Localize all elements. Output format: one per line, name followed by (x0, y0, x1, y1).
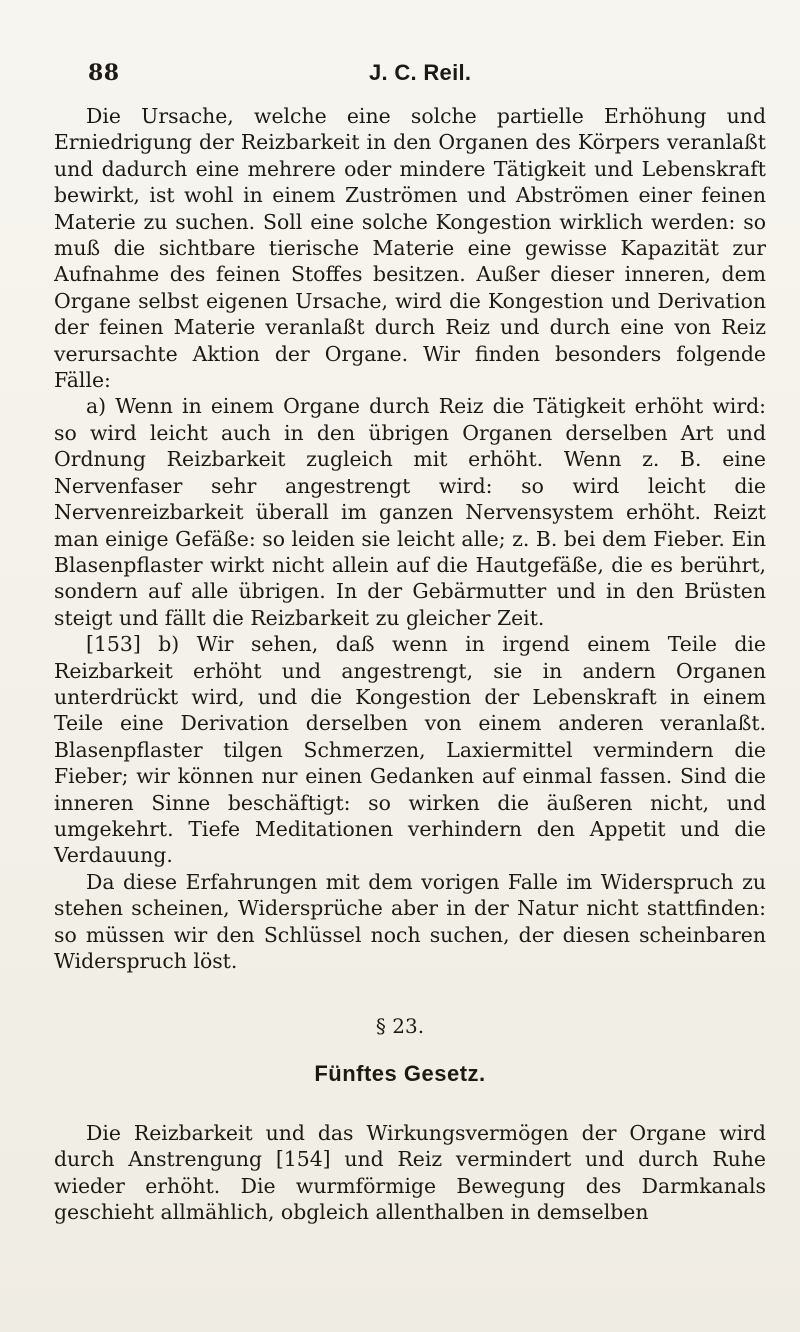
main-text (54, 103, 766, 974)
paragraph-case-b: [153] b) Wir sehen, daß wenn in irgend einem Teile die Reizbarkeit erhöht und angestrengt, sie in andern Organen unterdrückt wird, und die Kongestion der Lebenskraft in einem Teile eine Derivation derselben von einem anderen veranlaßt. Blasenpflaster tilgen Schmerzen, Laxiermittel vermindern die Fieber; wir können nur einen Gedanken auf einmal fassen. Sind die inneren Sinne beschäftigt: so wirken die äußeren nicht, und umgekehrt. Tiefe Meditationen verhindern den Appetit und die Verdauung. (54, 632, 766, 868)
paragraph-section-23: Die Reizbarkeit und das Wirkungsvermögen der Organe wird durch Anstrengung [154] und Reiz vermindert und durch Ruhe wieder erhöht. Die wurmförmige Bewegung des Darmkanals geschieht allmählich, obgleich allenthalben in demselben (54, 1121, 766, 1225)
section-number: § 23. (375, 1014, 425, 1038)
section-title: Fünftes Gesetz. (314, 1061, 486, 1086)
paragraph-contradiction: Da diese Erfahrungen mit dem vorigen Falle im Widerspruch zu stehen scheinen, Widersprüche aber in der Natur nicht stattfinden: so müssen wir den Schlüssel noch suchen, der diesen scheinbaren Widerspruch löst. (54, 869, 766, 973)
paragraph-case-a: a) Wenn in einem Organe durch Reiz die Tätigkeit erhöht wird: so wird leicht auch in den übrigen Organen derselben Art und Ordnung Reizbarkeit zugleich mit erhöht. Wenn z. B. eine Nervenfaser sehr angestrengt wird: so wird leicht die Nervenreizbarkeit überall im ganzen Nervensystem erhöht. Reizt man einige Gefäße: so leiden sie leicht alle; z. B. bei dem Fieber. Ein Blasenpflaster wirkt nicht allein auf die Hautgefäße, die es berührt, sondern auf alle übrigen. In der Gebärmutter und in den Brüsten steigt und fällt die Reizbarkeit zu gleicher Zeit. (54, 394, 766, 630)
paragraph-intro: Die Ursache, welche eine solche partielle Erhöhung und Erniedrigung der Reizbarkeit in den Organen des Körpers veranlaßt und dadurch eine mehrere oder mindere Tätigkeit und Lebenskraft bewirkt, ist wohl in einem Zuströmen und Abströmen einer feinen Materie zu suchen. Soll eine solche Kongestion wirklich werden: so muß die sichtbare tierische Materie eine gewisse Kapazität zur Aufnahme des feinen Stoffes besitzen. Außer dieser inneren, dem Organe selbst eigenen Ursache, wird die Kongestion und Derivation der feinen Materie veranlaßt durch Reiz und durch eine von Reiz verursachte Aktion der Organe. Wir finden besonders folgende Fälle: (54, 104, 766, 393)
section-text (54, 1120, 766, 1226)
running-title: J. C. Reil. (369, 60, 472, 85)
page-header (88, 60, 648, 100)
page-number: 88 (88, 60, 120, 86)
